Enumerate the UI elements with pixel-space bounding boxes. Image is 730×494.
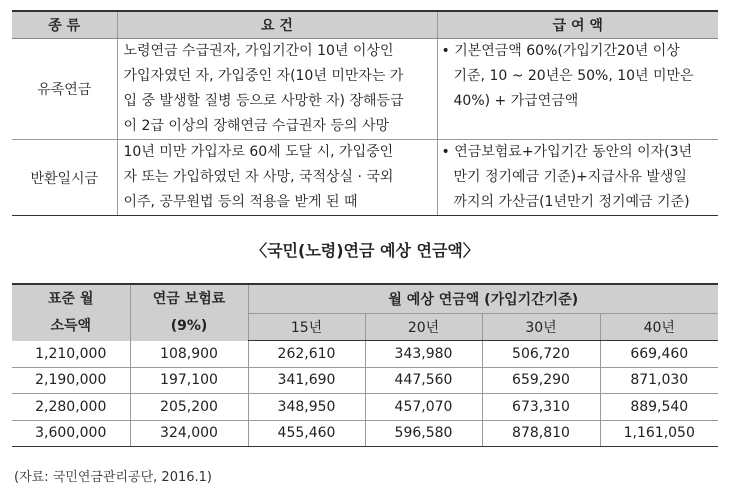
cell-income: 2,280,000	[12, 394, 130, 421]
header-period-30: 30년	[482, 314, 600, 341]
header-type: 종 류	[12, 11, 117, 39]
cell-income: 3,600,000	[12, 420, 130, 447]
table-row	[12, 367, 718, 394]
table-row	[12, 420, 718, 447]
header-income-line2: 소득액	[50, 317, 92, 334]
row-requirement	[117, 140, 437, 216]
cell-pension-40: 669,460	[600, 341, 718, 368]
header-period-40: 40년	[600, 314, 718, 341]
row-requirement	[117, 39, 437, 140]
cell-pension-20: 447,560	[365, 367, 482, 394]
cell-pension-15: 262,610	[248, 341, 365, 368]
benefit-requirements-table	[12, 10, 718, 216]
cell-pension-20: 596,580	[365, 420, 482, 447]
header-period-20: 20년	[365, 314, 482, 341]
requirement-line: 10년 미만 가입자로 60세 도달 시, 가입중인	[123, 144, 394, 160]
header-income	[12, 284, 130, 341]
cell-income: 2,190,000	[12, 367, 130, 394]
requirement-line: 가입자였던 자, 가입중인 자(10년 미만자는 가	[123, 68, 404, 84]
row-benefit	[437, 140, 718, 216]
table-header-row	[12, 284, 718, 314]
row-benefit	[437, 39, 718, 140]
header-premium-line1: 연금 보험료	[152, 290, 226, 307]
cell-pension-30: 659,290	[482, 367, 600, 394]
benefit-line: 기준, 10 ~ 20년은 50%, 10년 미만은	[453, 68, 694, 84]
row-type: 반환일시금	[12, 140, 117, 216]
cell-pension-30: 878,810	[482, 420, 600, 447]
cell-pension-40: 871,030	[600, 367, 718, 394]
header-period-15: 15년	[248, 314, 365, 341]
benefit-line: 까지의 가산금(1년만기 정기예금 기준)	[453, 194, 690, 210]
header-premium-line2: (9%)	[170, 317, 208, 334]
row-type: 유족연금	[12, 39, 117, 140]
cell-pension-15: 455,460	[248, 420, 365, 447]
requirement-line: 자 또는 가입하였던 자 사망, 국적상실 · 국외	[123, 169, 394, 185]
benefit-line: • 기본연금액 60%(가입기간20년 이상	[441, 43, 680, 59]
requirement-line: 이주, 공무원법 등의 적용을 받게 된 때	[123, 194, 358, 210]
table-row	[12, 39, 718, 140]
cell-premium: 108,900	[130, 341, 248, 368]
cell-income: 1,210,000	[12, 341, 130, 368]
requirement-line: 이 2급 이상의 장해연금 수급권자 등의 사망	[123, 118, 390, 134]
header-benefit: 급 여 액	[437, 11, 718, 39]
header-requirement: 요 건	[117, 11, 437, 39]
cell-pension-20: 457,070	[365, 394, 482, 421]
requirement-line: 입 중 발생할 질병 등으로 사망한 자) 장해등급	[123, 93, 404, 109]
benefit-line: 40%) + 가급연금액	[453, 93, 579, 109]
benefit-line: 만기 정기예금 기준)+지급사유 발생일	[453, 169, 687, 185]
cell-pension-15: 341,690	[248, 367, 365, 394]
benefit-line: • 연금보험료+가입기간 동안의 이자(3년	[441, 144, 693, 160]
table-header-row	[12, 11, 718, 39]
cell-pension-40: 1,161,050	[600, 420, 718, 447]
table-title: 〈국민(노령)연금 예상 연금액〉	[251, 241, 479, 260]
requirement-line: 노령연금 수급권자, 가입기간이 10년 이상인	[123, 43, 394, 59]
table-row	[12, 341, 718, 368]
cell-pension-30: 506,720	[482, 341, 600, 368]
cell-premium: 205,200	[130, 394, 248, 421]
header-premium	[130, 284, 248, 341]
cell-pension-40: 889,540	[600, 394, 718, 421]
cell-pension-30: 673,310	[482, 394, 600, 421]
table-row	[12, 140, 718, 216]
cell-premium: 197,100	[130, 367, 248, 394]
header-monthly-pension-group: 월 예상 연금액 (가입기간기준)	[248, 284, 718, 314]
cell-pension-20: 343,980	[365, 341, 482, 368]
header-income-line1: 표준 월	[48, 290, 94, 307]
table-row	[12, 394, 718, 421]
expected-pension-table	[12, 283, 718, 447]
source-note: (자료: 국민연금관리공단, 2016.1)	[14, 470, 212, 485]
cell-pension-15: 348,950	[248, 394, 365, 421]
cell-premium: 324,000	[130, 420, 248, 447]
